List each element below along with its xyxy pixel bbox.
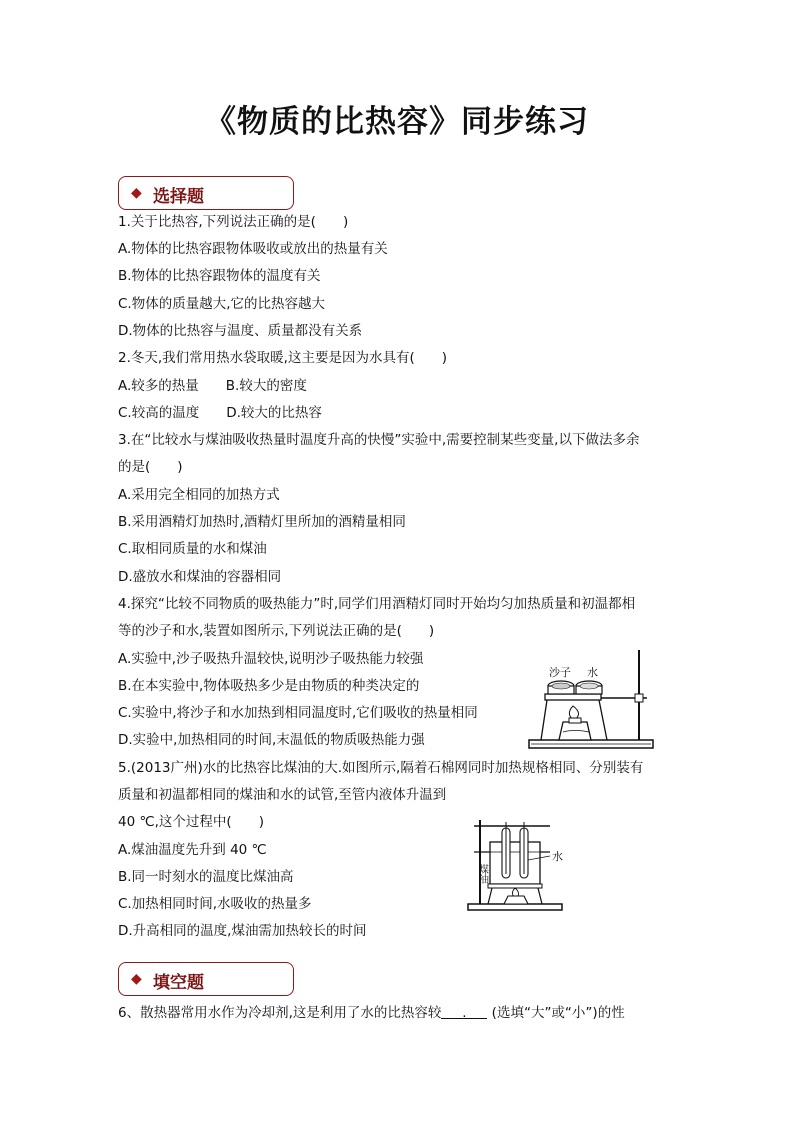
q4-stem-line2: 等的沙子和水,装置如图所示,下列说法正确的是( ) xyxy=(118,623,435,639)
q2-options-cd: C.较高的温度 D.较大的比热容 xyxy=(118,405,322,421)
q1-option-c: C.物体的质量越大,它的比热容越大 xyxy=(118,296,326,312)
q5-stem-line2: 质量和初温都相同的煤油和水的试管,至管内液体升温到 xyxy=(118,787,447,803)
diamond-icon: ◆ xyxy=(131,971,142,987)
q2-stem: 2.冬天,我们常用热水袋取暖,这主要是因为水具有( ) xyxy=(118,350,447,366)
q4-stem-line1: 4.探究“比较不同物质的吸热能力”时,同学们用酒精灯同时开始均匀加热质量和初温都相 xyxy=(118,596,636,612)
q4-option-d: D.实验中,加热相同的时间,末温低的物质吸热能力强 xyxy=(118,732,425,748)
section-label: 填空题 xyxy=(153,973,204,993)
fig-label-water-tube: 水 xyxy=(552,850,563,863)
section-label: 选择题 xyxy=(153,187,204,207)
q3-stem-line2: 的是( ) xyxy=(118,459,183,475)
q1-option-d: D.物体的比热容与温度、质量都没有关系 xyxy=(118,323,363,339)
q5-stem-line1: 5.(2013广州)水的比热容比煤油的大.如图所示,隔着石棉网同时加热规格相同、分别装有 xyxy=(118,760,644,776)
q1-option-b: B.物体的比热容跟物体的温度有关 xyxy=(118,268,321,284)
q6-stem xyxy=(118,1004,625,1022)
section-header-choice xyxy=(118,176,294,210)
q5-option-d: D.升高相同的温度,煤油需加热较长的时间 xyxy=(118,923,367,939)
q5-option-c: C.加热相同时间,水吸收的热量多 xyxy=(118,896,312,912)
q4-option-c: C.实验中,将沙子和水加热到相同温度时,它们吸收的热量相同 xyxy=(118,705,478,721)
q3-option-d: D.盛放水和煤油的容器相同 xyxy=(118,569,282,585)
q5-option-a: A.煤油温度先升到 40 ℃ xyxy=(118,842,267,858)
q6-text-after: (选填“大”或“小”)的性 xyxy=(487,1005,625,1021)
q1-stem: 1.关于比热容,下列说法正确的是( ) xyxy=(118,214,349,230)
diamond-icon: ◆ xyxy=(131,185,142,201)
q3-option-b: B.采用酒精灯加热时,酒精灯里所加的酒精量相同 xyxy=(118,514,406,530)
q3-stem-line1: 3.在“比较水与煤油吸收热量时温度升高的快慢”实验中,需要控制某些变量,以下做法多余 xyxy=(118,432,640,448)
q6-answer-blank[interactable]: . xyxy=(441,1004,487,1019)
q1-option-a: A.物体的比热容跟物体吸收或放出的热量有关 xyxy=(118,241,388,257)
section-header-fill-blank xyxy=(118,962,294,996)
q6-text-before: 6、散热器常用水作为冷却剂,这是利用了水的比热容较 xyxy=(118,1005,442,1021)
kerosene-water-tubes-figure xyxy=(466,818,576,912)
page-title: 《物质的比热容》同步练习 xyxy=(205,104,589,140)
q3-option-a: A.采用完全相同的加热方式 xyxy=(118,487,280,503)
fig-label-water: 水 xyxy=(587,666,598,679)
q4-option-b: B.在本实验中,物体吸热多少是由物质的种类决定的 xyxy=(118,678,420,694)
q5-stem-line3: 40 ℃,这个过程中( ) xyxy=(118,814,264,830)
fig-label-kerosene: 煤油 xyxy=(476,864,488,884)
q2-options-ab: A.较多的热量 B.较大的密度 xyxy=(118,378,307,394)
sand-water-apparatus-figure xyxy=(527,646,661,752)
q5-option-b: B.同一时刻水的温度比煤油高 xyxy=(118,869,294,885)
q4-option-a: A.实验中,沙子吸热升温较快,说明沙子吸热能力较强 xyxy=(118,651,424,667)
q3-option-c: C.取相同质量的水和煤油 xyxy=(118,541,267,557)
fig-label-sand: 沙子 xyxy=(549,666,571,679)
